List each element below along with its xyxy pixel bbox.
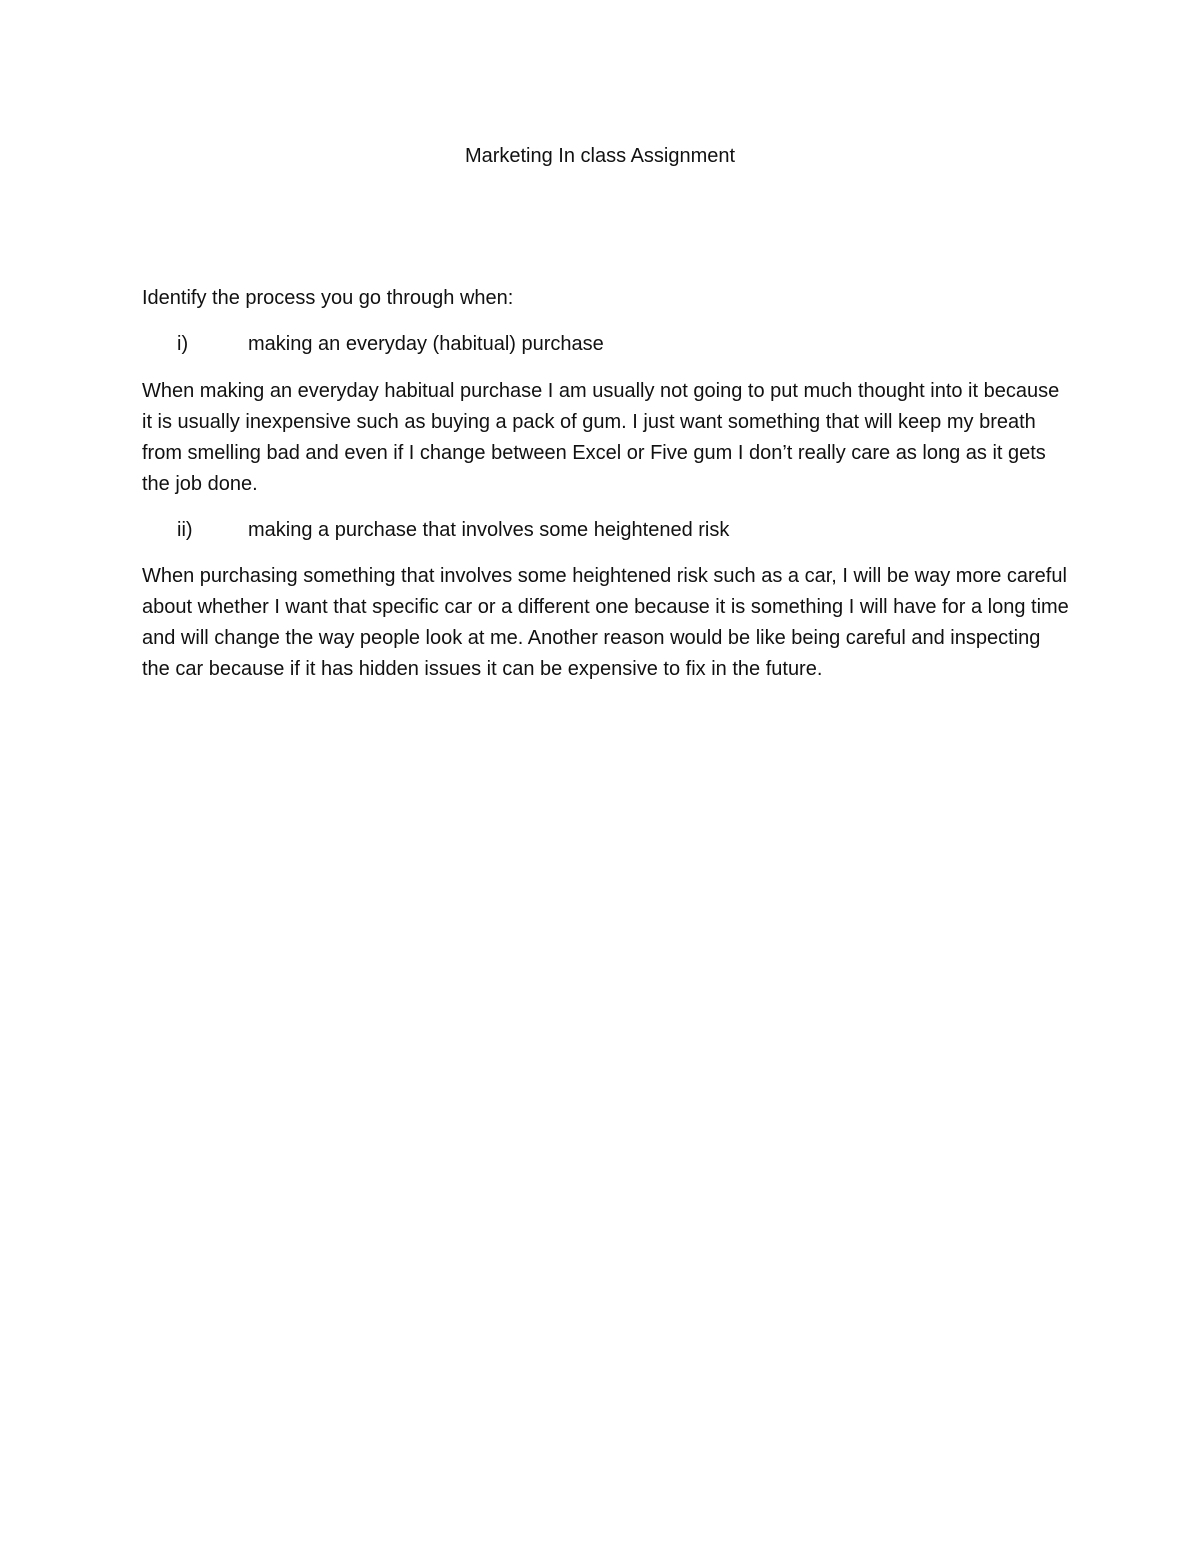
list-item-number: i) — [177, 333, 189, 355]
list-item-text: making an everyday (habitual) purchase — [248, 333, 604, 355]
answer-paragraph-2: When purchasing something that involves some heightened risk such as a car, I will be way more careful about whether I want that specific car or a different one because it is something I will have for a long time and will change the way people look at me. Another reason would be like being careful and inspecting the car because if it has hidden issues it can be expensive to fix in the future. — [142, 565, 1069, 680]
document-title: Marketing In class Assignment — [464, 145, 736, 167]
answer-paragraph-1: When making an everyday habitual purchase I am usually not going to put much thought into it because it is usually inexpensive such as buying a pack of gum. I just want something that will keep my breath from smelling bad and even if I change between Excel or Five gum I don’t really care as long as it gets the job done. — [142, 380, 1060, 495]
list-item-number: ii) — [177, 519, 193, 541]
list-item-text: making a purchase that involves some heightened risk — [248, 519, 730, 541]
assignment-prompt: Identify the process you go through when: — [142, 287, 514, 309]
